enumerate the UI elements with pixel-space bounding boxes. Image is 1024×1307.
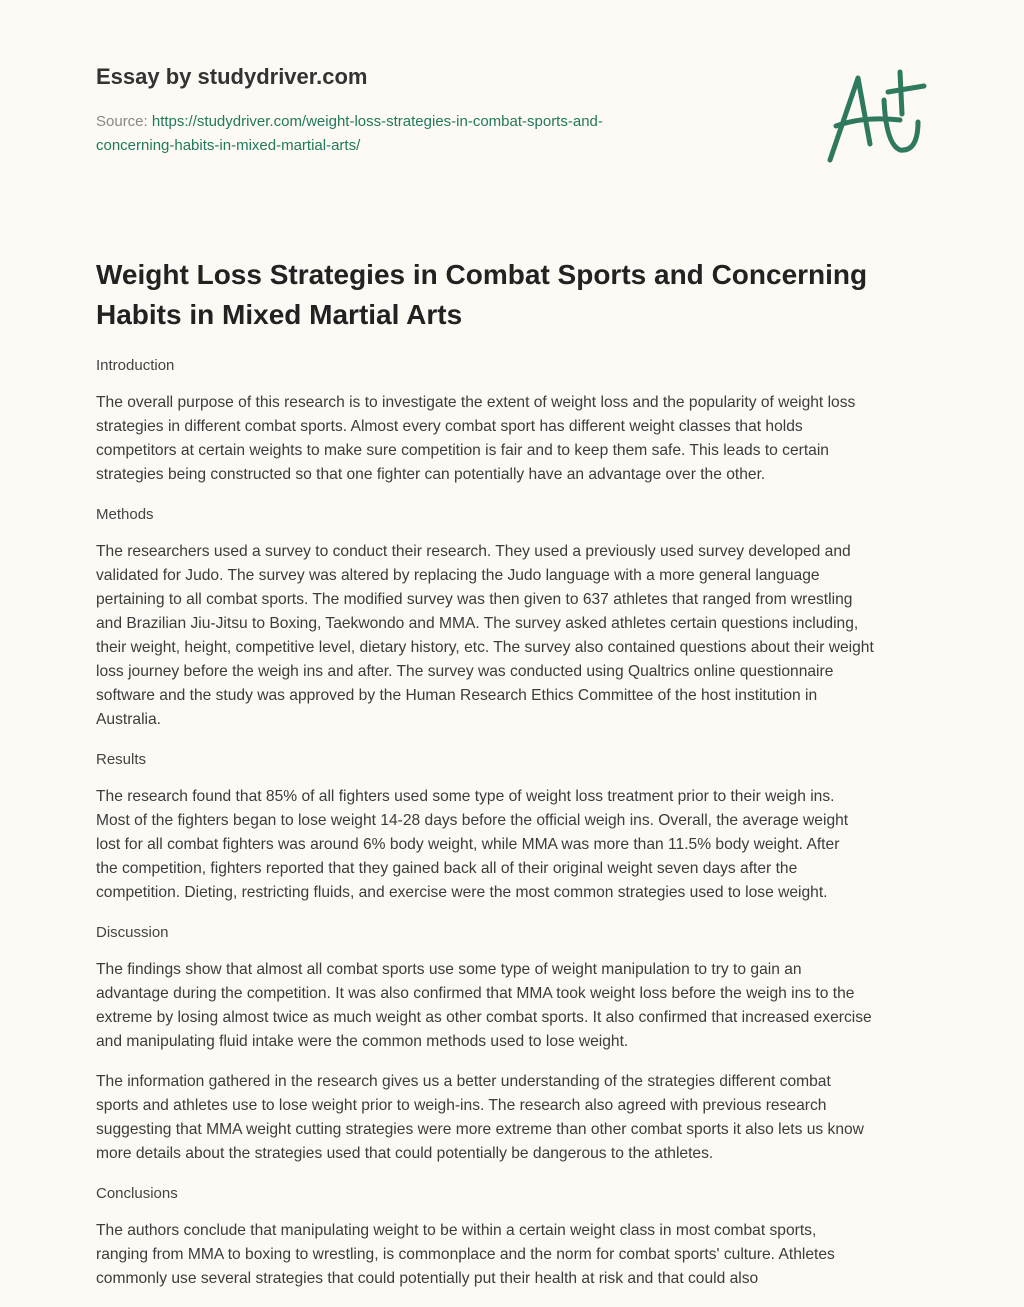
paragraph-line: and manipulating fluid intake were the common methods used to lose weight. bbox=[96, 1033, 629, 1050]
paragraph-line: The research found that 85% of all fighters used some type of weight loss treatment prior to their weigh ins. bbox=[96, 788, 835, 805]
section-heading-conclusions: Conclusions bbox=[96, 1185, 178, 1202]
paragraph-line: The information gathered in the research gives us a better understanding of the strategies different combat bbox=[96, 1073, 831, 1090]
paragraph-line: extreme by losing almost twice as much weight as other combat sports. It also confirmed that increased exercise bbox=[96, 1009, 872, 1026]
paragraph-line: strategies in different combat sports. Almost every combat sport has different weight classes that holds bbox=[96, 418, 803, 435]
paragraph-methods bbox=[96, 540, 874, 732]
source-line bbox=[96, 110, 736, 158]
paragraph-discussion-2 bbox=[96, 1070, 864, 1166]
paragraph-line: competition. Dieting, restricting fluids, and exercise were the most common strategies used to lose weight. bbox=[96, 884, 828, 901]
paragraph-line: sports and athletes use to lose weight prior to weigh-ins. The research also agreed with previous research bbox=[96, 1097, 827, 1114]
paragraph-line: validated for Judo. The survey was altered by replacing the Judo language with a more general language bbox=[96, 567, 820, 584]
paragraph-line: commonly use several strategies that could potentially put their health at risk and that could also bbox=[96, 1270, 759, 1287]
section-heading-introduction: Introduction bbox=[96, 357, 175, 374]
paragraph-line: Most of the fighters began to lose weight 14-28 days before the official weigh ins. Overall, the average weight bbox=[96, 812, 849, 829]
paragraph-discussion bbox=[96, 958, 872, 1054]
paragraph-line: The overall purpose of this research is to investigate the extent of weight loss and the popularity of weight loss bbox=[96, 394, 856, 411]
paragraph-line: the competition, fighters reported that they gained back all of their original weight seven days after the bbox=[96, 860, 798, 877]
paragraph-line: software and the study was approved by the Human Research Ethics Committee of the host institution in bbox=[96, 687, 818, 704]
paragraph-introduction bbox=[96, 391, 855, 487]
source-label: Source: bbox=[96, 113, 152, 130]
paragraph-line: more details about the strategies used that could potentially be dangerous to the athletes. bbox=[96, 1145, 714, 1162]
paragraph-conclusions bbox=[96, 1219, 835, 1291]
paragraph-line: Australia. bbox=[96, 711, 162, 728]
paragraph-line: The authors conclude that manipulating weight to be within a certain weight class in most combat sports, bbox=[96, 1222, 817, 1239]
paragraph-line: pertaining to all combat sports. The modified survey was then given to 637 athletes that ranged from wrestling bbox=[96, 591, 853, 608]
paragraph-line: and Brazilian Jiu-Jitsu to Boxing, Taekwondo and MMA. The survey asked athletes certain questions including, bbox=[96, 615, 859, 632]
section-heading-discussion: Discussion bbox=[96, 924, 169, 941]
paragraph-line: strategies being constructed so that one fighter can potentially have an advantage over the other. bbox=[96, 466, 766, 483]
paragraph-line: ranging from MMA to boxing to wrestling, is commonplace and the norm for combat sports' culture. Athletes bbox=[96, 1246, 835, 1263]
site-title: Essay by studydriver.com bbox=[96, 64, 368, 89]
paragraph-line: loss journey before the weigh ins and after. The survey was conducted using Qualtrics online questionnaire bbox=[96, 663, 834, 680]
paragraph-line: lost for all combat fighters was around 6% body weight, while MMA was more than 11.5% body weight. After bbox=[96, 836, 840, 853]
section-heading-methods: Methods bbox=[96, 506, 154, 523]
paragraph-line: their weight, height, competitive level, dietary history, etc. The survey also contained questions about their weight bbox=[96, 639, 874, 656]
a-plus-logo-icon bbox=[818, 64, 933, 169]
source-link[interactable]: https://studydriver.com/weight-loss-strategies-in-combat-sports-and- concerning-habits-in-mixed-martial-arts/ bbox=[96, 113, 603, 154]
paragraph-line: advantage during the competition. It was also confirmed that MMA took weight loss before the weigh ins to the bbox=[96, 985, 855, 1002]
paragraph-results bbox=[96, 785, 848, 905]
article-title: Weight Loss Strategies in Combat Sports and Concerning Habits in Mixed Martial Arts bbox=[96, 259, 868, 330]
paragraph-line: The researchers used a survey to conduct their research. They used a previously used survey developed and bbox=[96, 543, 851, 560]
section-heading-results: Results bbox=[96, 751, 147, 768]
paragraph-line: competitors at certain weights to make sure competition is fair and to keep them safe. This leads to certain bbox=[96, 442, 829, 459]
paragraph-line: The findings show that almost all combat sports use some type of weight manipulation to try to gain an bbox=[96, 961, 802, 978]
paragraph-line: suggesting that MMA weight cutting strategies were more extreme than other combat sports it also lets us know bbox=[96, 1121, 864, 1138]
